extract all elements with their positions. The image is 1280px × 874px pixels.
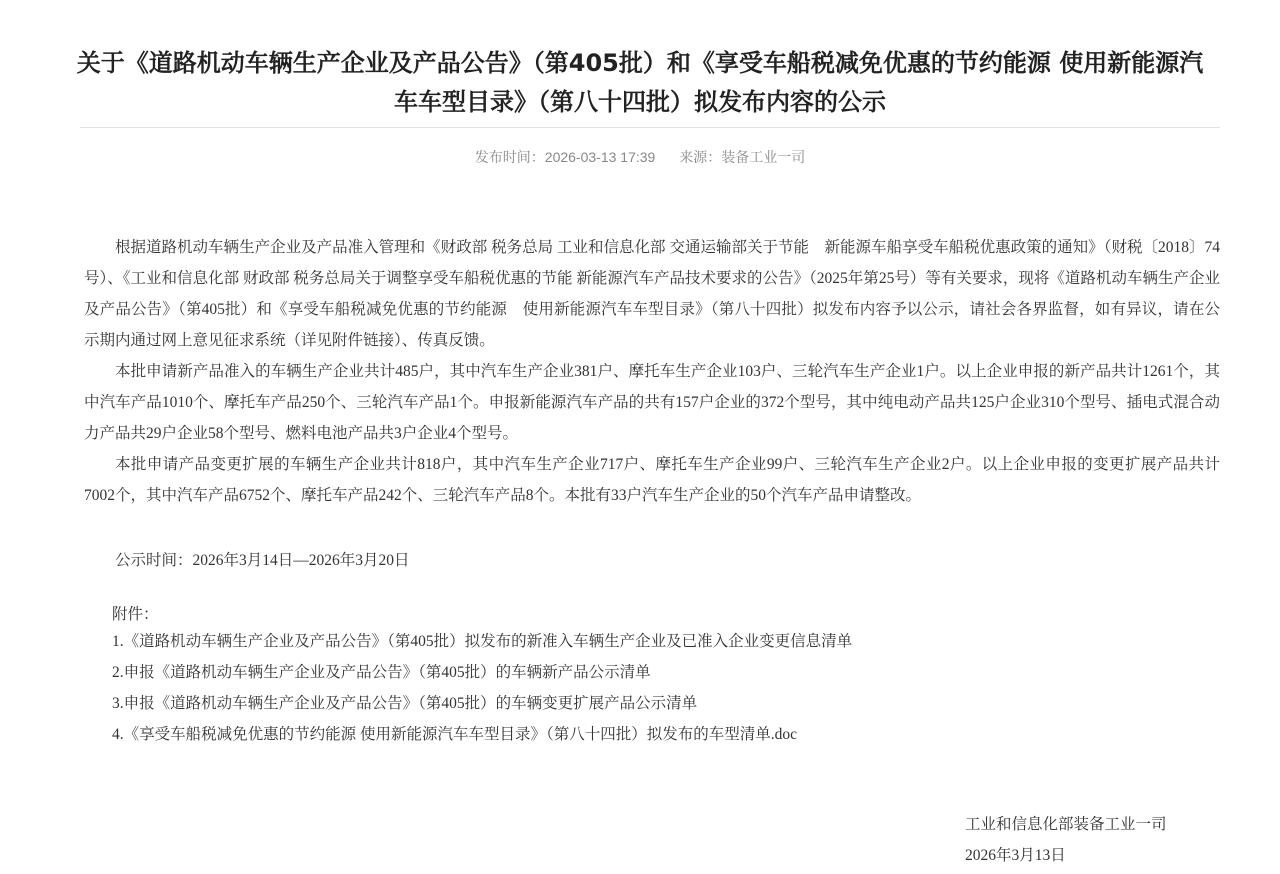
source: 来源：装备工业一司	[679, 149, 806, 165]
signature-org: 工业和信息化部装备工业一司	[965, 816, 1167, 833]
publish-time: 发布时间：2026-03-13 17:39	[474, 149, 656, 165]
publicity-period: 公示时间：2026年3月14日—2026年3月20日	[115, 552, 410, 569]
paragraph: 根据道路机动车辆生产企业及产品准入管理和《财政部 税务总局 工业和信息化部 交通运输部关于节能 新能源车船享受车船税优惠政策的通知》（财税〔2018〕74号）、《工业和信息化部 财政部 税务总局关于调整享受车船税优惠的节能 新能源汽车产品技术要求的公告》（2025年第25号）等有关要求，现将《道路机动车辆生产企业及产品公告》（第405批）和《享受车船税减免优惠的节约能源 使用新能源汽车车型目录》（第八十四批）拟发布内容予以公示，请社会各界监督，如有异议，请在公示期内通过网上意见征求系统（详见附件链接）、传真反馈。	[84, 239, 1220, 349]
attachment-link[interactable]: 1.《道路机动车辆生产企业及产品公告》（第405批）拟发布的新准入车辆生产企业及已准入企业变更信息清单	[112, 633, 853, 650]
page-title: 关于《道路机动车辆生产企业及产品公告》（第405批）和《享受车船税减免优惠的节约能源 使用新能源汽车车型目录》（第八十四批）拟发布内容的公示	[76, 49, 1204, 117]
article-body	[84, 232, 1220, 576]
attachment-link[interactable]: 3.申报《道路机动车辆生产企业及产品公告》（第405批）的车辆变更扩展产品公示清单	[112, 695, 698, 712]
attachment-link[interactable]: 2.申报《道路机动车辆生产企业及产品公告》（第405批）的车辆新产品公示清单	[112, 664, 651, 681]
article-meta	[0, 147, 1280, 167]
divider	[80, 127, 1220, 128]
paragraph: 本批申请产品变更扩展的车辆生产企业共计818户，其中汽车生产企业717户、摩托车生产企业99户、三轮汽车生产企业2户。以上企业申报的变更扩展产品共计7002个，其中汽车产品6752个、摩托车产品242个、三轮汽车产品8个。本批有33户汽车生产企业的50个汽车产品申请整改。	[84, 456, 1220, 504]
attachments-label: 附件：	[112, 606, 159, 623]
attachment-link[interactable]: 4.《享受车船税减免优惠的节约能源 使用新能源汽车车型目录》（第八十四批）拟发布的车型清单.doc	[112, 726, 798, 743]
attachments-list	[112, 626, 852, 750]
paragraph: 本批申请新产品准入的车辆生产企业共计485户，其中汽车生产企业381户、摩托车生产企业103户、三轮汽车生产企业1户。以上企业申报的新产品共计1261个，其中汽车产品1010个、摩托车产品250个、三轮汽车产品1个。申报新能源汽车产品的共有157户企业的372个型号，其中纯电动产品共125户企业310个型号、插电式混合动力产品共29户企业58个型号、燃料电池产品共3户企业4个型号。	[84, 363, 1220, 442]
signature-date: 2026年3月13日	[965, 847, 1066, 864]
